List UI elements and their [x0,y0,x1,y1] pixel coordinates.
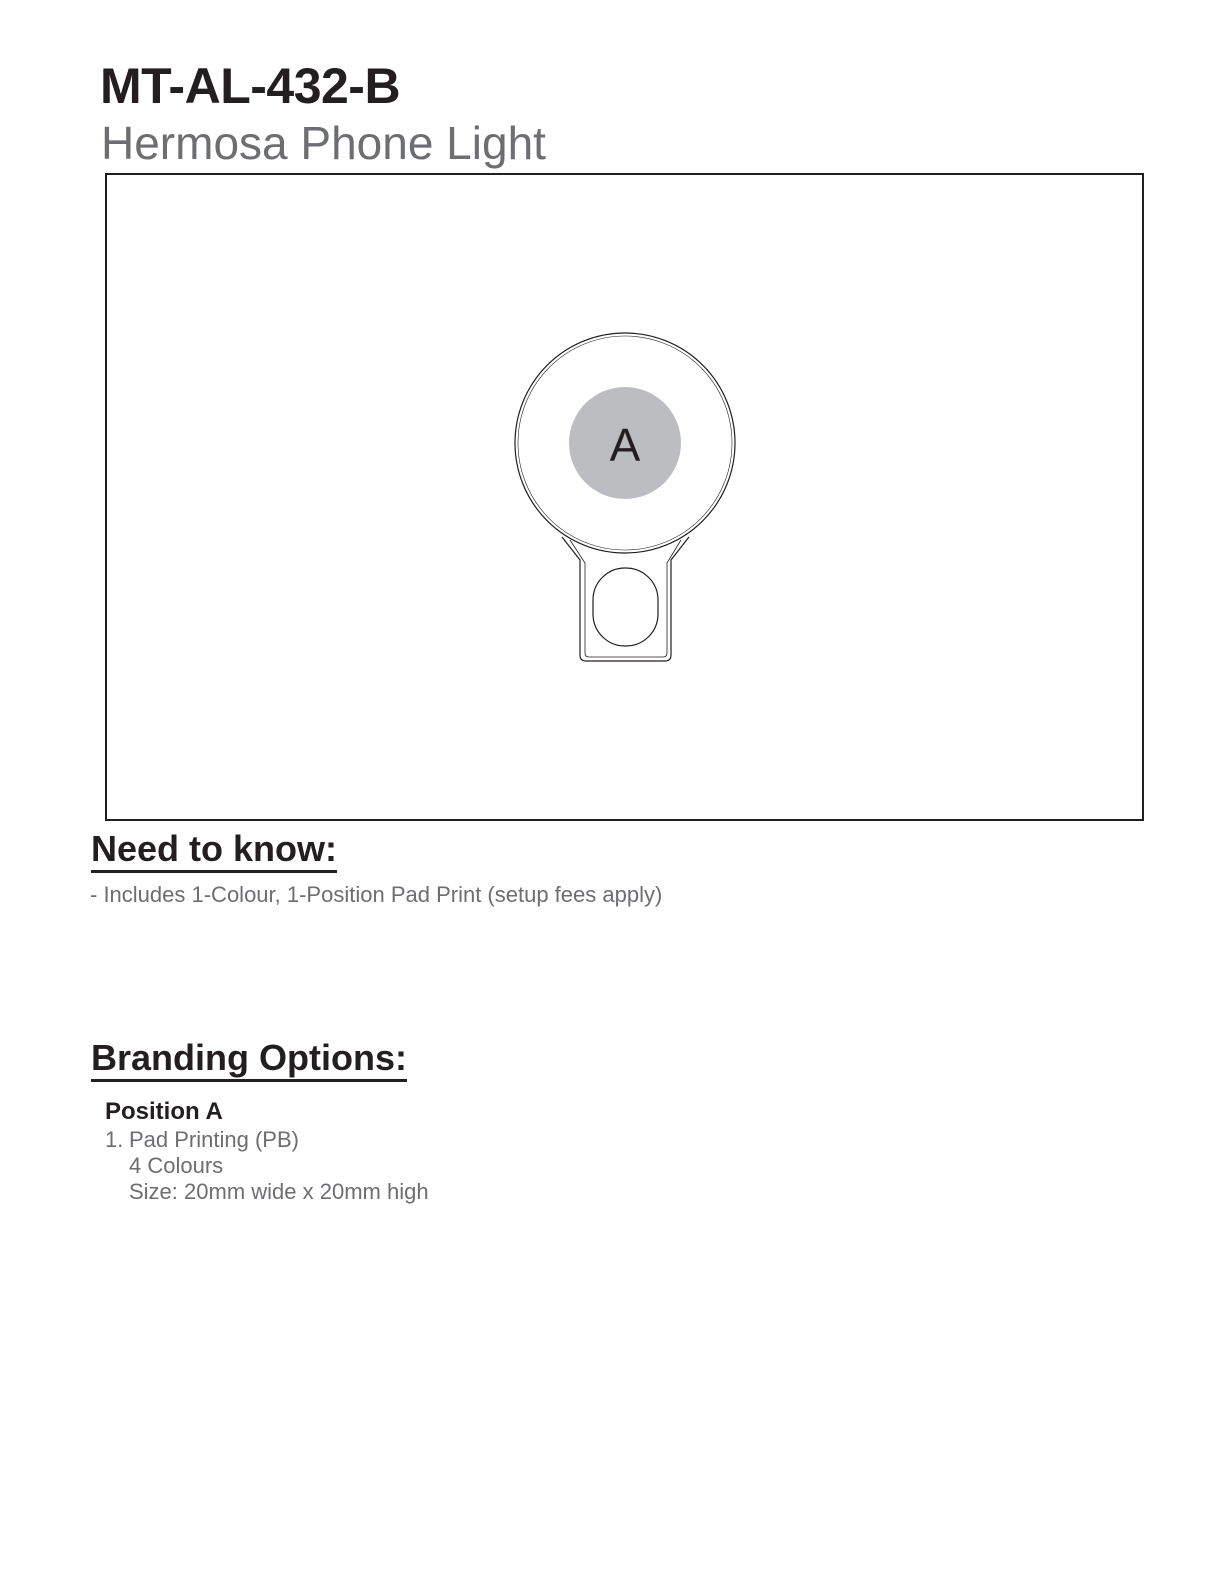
product-name: Hermosa Phone Light [101,117,546,169]
branding-option-item [105,1127,429,1153]
product-code: MT-AL-432-B [100,58,401,114]
position-a-title: Position A [105,1098,223,1125]
product-diagram-frame [105,173,1144,821]
option-colours: 4 Colours [129,1153,224,1178]
option-size: Size: 20mm wide x 20mm high [129,1179,429,1204]
option-method: Pad Printing (PB) [129,1127,299,1152]
phone-light-diagram [107,175,1142,819]
need-to-know-heading: Need to know: [91,828,337,873]
need-to-know-note: - Includes 1-Colour, 1-Position Pad Print (setup fees apply) [90,882,663,907]
position-a-label: A [609,419,641,471]
clip-slot [593,568,658,646]
branding-option-list [105,1127,429,1205]
option-number: 1. [105,1127,124,1152]
branding-options-heading: Branding Options: [91,1037,407,1082]
